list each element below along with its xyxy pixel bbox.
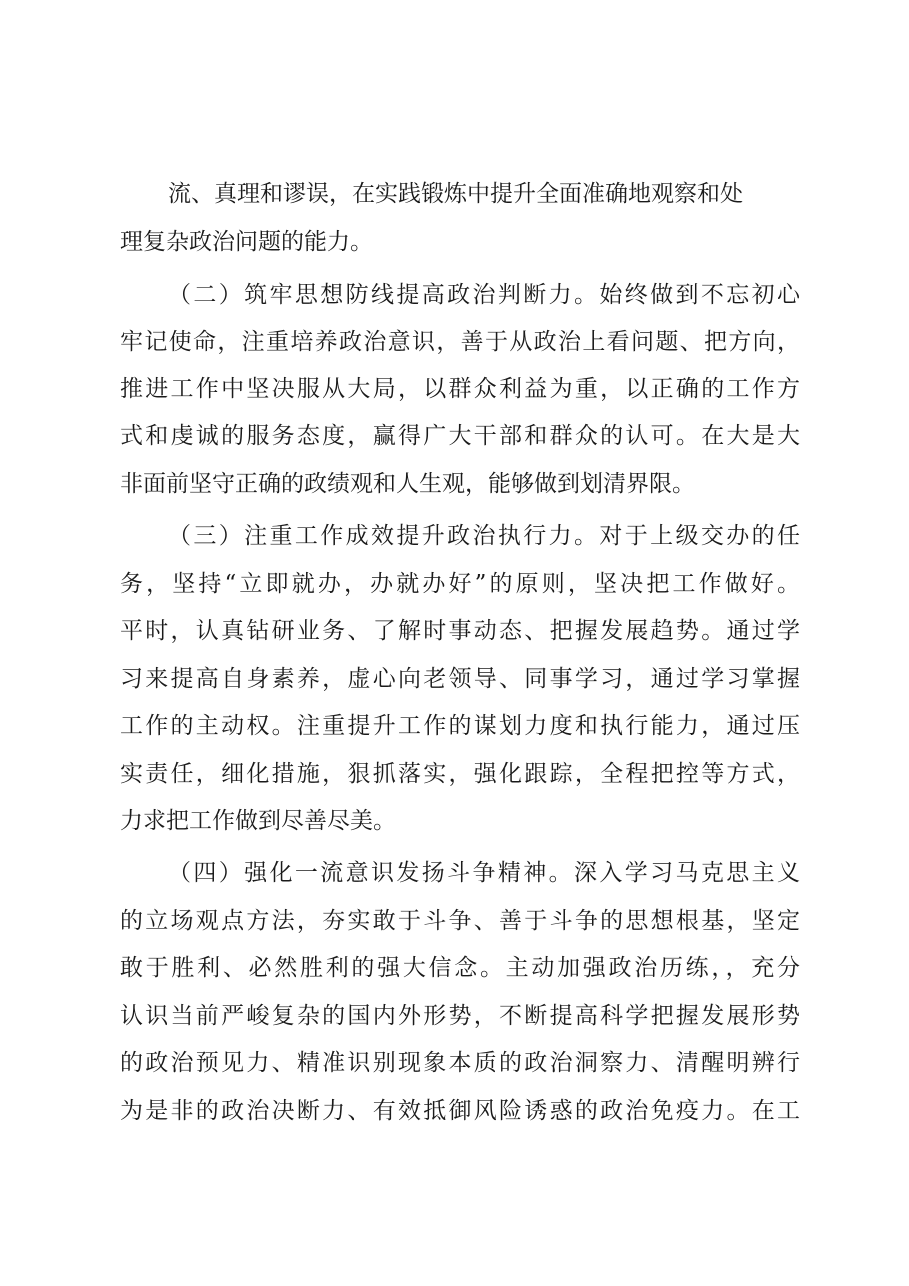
text-line: 力求把工作做到尽善尽美。: [120, 808, 396, 834]
text-line: 式和虔诚的服务态度，赢得广大干部和群众的认可。在大是大: [120, 423, 800, 449]
text-line: 习来提高自身素养，虚心向老领导、同事学习，通过学习掌握: [120, 666, 800, 692]
text-line: 非面前坚守正确的政绩观和人生观，能够做到划清界限。: [120, 471, 695, 497]
text-line: 实责任，细化措施，狠抓落实，强化跟踪，全程把控等方式，: [120, 761, 800, 787]
paragraph-heading-line: （四）强化一流意识发扬斗争精神。深入学习马克思主义: [168, 860, 800, 886]
text-line: 牢记使命，注重培养政治意识，善于从政治上看问题、把方向，: [120, 329, 800, 355]
text-line: 的立场观点方法，夯实敢于斗争、善于斗争的思想根基，坚定: [120, 908, 800, 934]
text-line: 敢于胜利、必然胜利的强大信念。主动加强政治历练，，充分: [120, 955, 800, 981]
text-line: 推进工作中坚决服从大局，以群众利益为重，以正确的工作方: [120, 376, 800, 402]
text-line: 平时，认真钻研业务、了解时事动态、把握发展趋势。通过学: [120, 618, 800, 644]
paragraph-heading-line: （二）筑牢思想防线提高政治判断力。始终做到不忘初心: [168, 282, 800, 308]
text-line: 为是非的政治决断力、有效抵御风险诱惑的政治免疫力。在工: [120, 1098, 800, 1124]
text-line: 认识当前严峻复杂的国内外形势，不断提高科学把握发展形势: [120, 1003, 800, 1029]
text-line: 流、真理和谬误，在实践锻炼中提升全面准确地观察和处: [168, 181, 743, 207]
text-line: 工作的主动权。注重提升工作的谋划力度和执行能力，通过压: [120, 713, 800, 739]
text-line: 理复杂政治问题的能力。: [120, 229, 373, 255]
text-line: 的政治预见力、精准识别现象本质的政治洞察力、清醒明辨行: [120, 1050, 800, 1076]
paragraph-heading-line: （三）注重工作成效提升政治执行力。对于上级交办的任: [168, 523, 800, 549]
text-line: 务，坚持“立即就办，办就办好”的原则，坚决把工作做好。: [120, 571, 800, 597]
